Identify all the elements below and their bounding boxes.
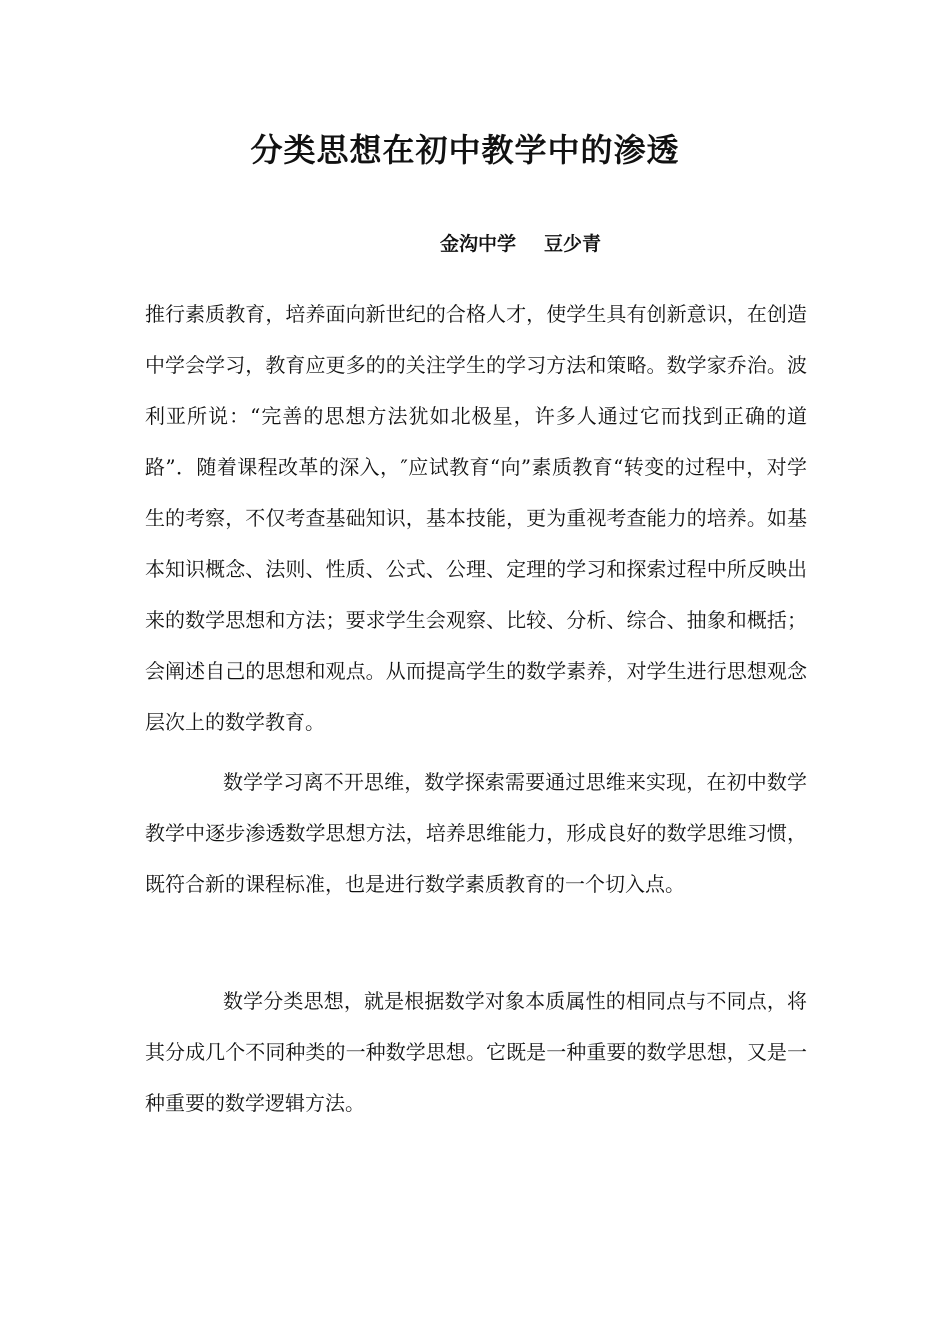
document-title: 分类思想在初中教学中的渗透 — [250, 131, 680, 169]
paragraph-thinking: 数学学习离不开思维，数学探索需要通过思维来实现，在初中数学教学中逐步渗透数学思想方法，培养思维能力，形成良好的数学思维习惯，既符合新的课程标准，也是进行数学素质教育的一个切入点。 — [145, 770, 807, 896]
author-school: 金沟中学 — [440, 233, 517, 255]
paragraph-intro: 推行素质教育，培养面向新世纪的合格人才，使学生具有创新意识，在创造中学会学习，教育应更多的的关注学生的学习方法和策略。数学家乔治。波利亚所说：“完善的思想方法犹如北极星，许多人通过它而找到正确的道路”．随着课程改革的深入，″应试教育“向”素质教育“转变的过程中，对学生的考察，不仅考查基础知识，基本技能，更为重视考查能力的培养。如基本知识概念、法则、性质、公式、公理、定理的学习和探索过程中所反映出来的数学思想和方法；要求学生会观察、比较、分析、综合、抽象和概括；会阐述自己的思想和观点。从而提高学生的数学素养，对学生进行思想观念层次上的数学教育。 — [145, 302, 807, 734]
paragraph-classification: 数学分类思想，就是根据数学对象本质属性的相同点与不同点，将其分成几个不同种类的一种数学思想。它既是一种重要的数学思想，又是一种重要的数学逻辑方法。 — [145, 989, 807, 1115]
author-name: 豆少青 — [544, 233, 602, 255]
